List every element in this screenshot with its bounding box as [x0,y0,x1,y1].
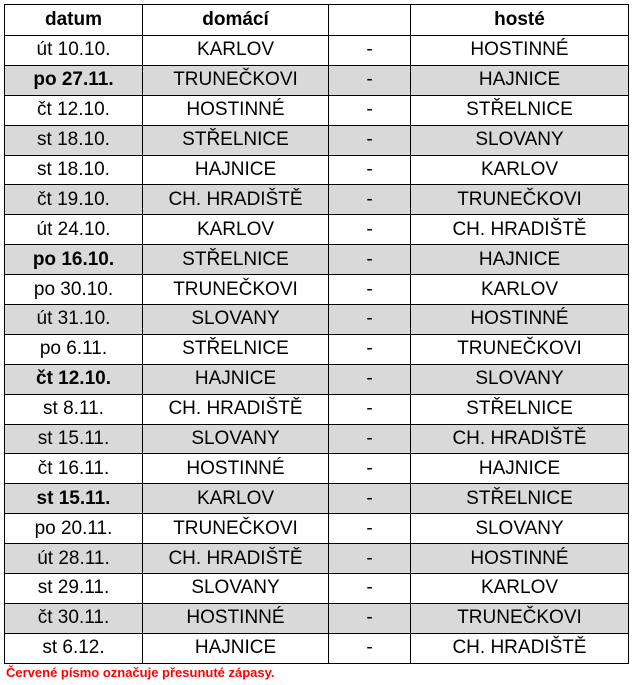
separator-cell: - [329,603,411,633]
match-date-cell: čt 19.10. [5,185,143,215]
separator-cell: - [329,245,411,275]
table-row [5,155,629,185]
home-team-cell: CH. HRADIŠTĚ [143,544,329,574]
table-row [5,603,629,633]
away-team-cell: SLOVANY [411,514,629,544]
separator-cell: - [329,514,411,544]
match-date-cell: po 16.10. [5,245,143,275]
table-row [5,574,629,604]
match-date-cell: st 18.10. [5,155,143,185]
away-team-cell: HAJNICE [411,65,629,95]
away-team-cell: SLOVANY [411,125,629,155]
away-team-cell: HAJNICE [411,454,629,484]
separator-cell: - [329,484,411,514]
home-team-cell: TRUNEČKOVI [143,514,329,544]
away-team-cell: TRUNEČKOVI [411,334,629,364]
table-row [5,484,629,514]
match-date-cell: po 20.11. [5,514,143,544]
match-date-cell: st 8.11. [5,394,143,424]
header-home: domácí [143,5,329,36]
table-row [5,633,629,663]
separator-cell: - [329,424,411,454]
table-row [5,454,629,484]
table-row [5,544,629,574]
home-team-cell: KARLOV [143,484,329,514]
table-row [5,245,629,275]
match-date-cell: út 28.11. [5,544,143,574]
separator-cell: - [329,334,411,364]
match-date-cell: st 6.12. [5,633,143,663]
away-team-cell: HAJNICE [411,245,629,275]
table-row [5,514,629,544]
table-row [5,95,629,125]
table-row [5,305,629,335]
match-date-cell: čt 12.10. [5,364,143,394]
home-team-cell: KARLOV [143,36,329,66]
match-date-cell: čt 30.11. [5,603,143,633]
away-team-cell: TRUNEČKOVI [411,603,629,633]
separator-cell: - [329,185,411,215]
separator-cell: - [329,125,411,155]
away-team-cell: TRUNEČKOVI [411,185,629,215]
match-date-cell: út 10.10. [5,36,143,66]
away-team-cell: CH. HRADIŠTĚ [411,424,629,454]
header-separator [329,5,411,36]
separator-cell: - [329,544,411,574]
home-team-cell: HAJNICE [143,364,329,394]
separator-cell: - [329,275,411,305]
match-rows [5,36,629,664]
home-team-cell: HAJNICE [143,633,329,663]
home-team-cell: SLOVANY [143,424,329,454]
away-team-cell: HOSTINNÉ [411,544,629,574]
away-team-cell: KARLOV [411,155,629,185]
match-date-cell: st 15.11. [5,424,143,454]
table-row [5,125,629,155]
home-team-cell: CH. HRADIŠTĚ [143,394,329,424]
table-row [5,275,629,305]
separator-cell: - [329,633,411,663]
away-team-cell: HOSTINNÉ [411,36,629,66]
separator-cell: - [329,155,411,185]
home-team-cell: STŘELNICE [143,125,329,155]
home-team-cell: SLOVANY [143,574,329,604]
home-team-cell: KARLOV [143,215,329,245]
home-team-cell: TRUNEČKOVI [143,275,329,305]
away-team-cell: KARLOV [411,275,629,305]
away-team-cell: STŘELNICE [411,95,629,125]
away-team-cell: KARLOV [411,574,629,604]
separator-cell: - [329,215,411,245]
header-away: hosté [411,5,629,36]
header-date: datum [5,5,143,36]
away-team-cell: CH. HRADIŠTĚ [411,215,629,245]
home-team-cell: HAJNICE [143,155,329,185]
header-row [5,5,629,36]
table-row [5,215,629,245]
separator-cell: - [329,305,411,335]
match-date-cell: st 29.11. [5,574,143,604]
home-team-cell: STŘELNICE [143,334,329,364]
match-date-cell: po 6.11. [5,334,143,364]
match-date-cell: st 15.11. [5,484,143,514]
table-row [5,334,629,364]
away-team-cell: HOSTINNÉ [411,305,629,335]
moved-matches-note: Červené písmo označuje přesunuté zápasy. [6,665,275,680]
home-team-cell: HOSTINNÉ [143,95,329,125]
separator-cell: - [329,95,411,125]
separator-cell: - [329,394,411,424]
match-schedule-table [4,4,629,664]
away-team-cell: SLOVANY [411,364,629,394]
separator-cell: - [329,36,411,66]
separator-cell: - [329,65,411,95]
home-team-cell: CH. HRADIŠTĚ [143,185,329,215]
match-date-cell: út 24.10. [5,215,143,245]
table-row [5,364,629,394]
table-row [5,394,629,424]
away-team-cell: STŘELNICE [411,484,629,514]
home-team-cell: STŘELNICE [143,245,329,275]
home-team-cell: HOSTINNÉ [143,603,329,633]
away-team-cell: STŘELNICE [411,394,629,424]
match-date-cell: čt 12.10. [5,95,143,125]
home-team-cell: HOSTINNÉ [143,454,329,484]
away-team-cell: CH. HRADIŠTĚ [411,633,629,663]
table-row [5,36,629,66]
match-date-cell: po 27.11. [5,65,143,95]
match-date-cell: po 30.10. [5,275,143,305]
home-team-cell: TRUNEČKOVI [143,65,329,95]
match-date-cell: st 18.10. [5,125,143,155]
separator-cell: - [329,454,411,484]
home-team-cell: SLOVANY [143,305,329,335]
match-date-cell: út 31.10. [5,305,143,335]
separator-cell: - [329,574,411,604]
separator-cell: - [329,364,411,394]
table-row [5,185,629,215]
match-date-cell: čt 16.11. [5,454,143,484]
table-row [5,65,629,95]
table-row [5,424,629,454]
